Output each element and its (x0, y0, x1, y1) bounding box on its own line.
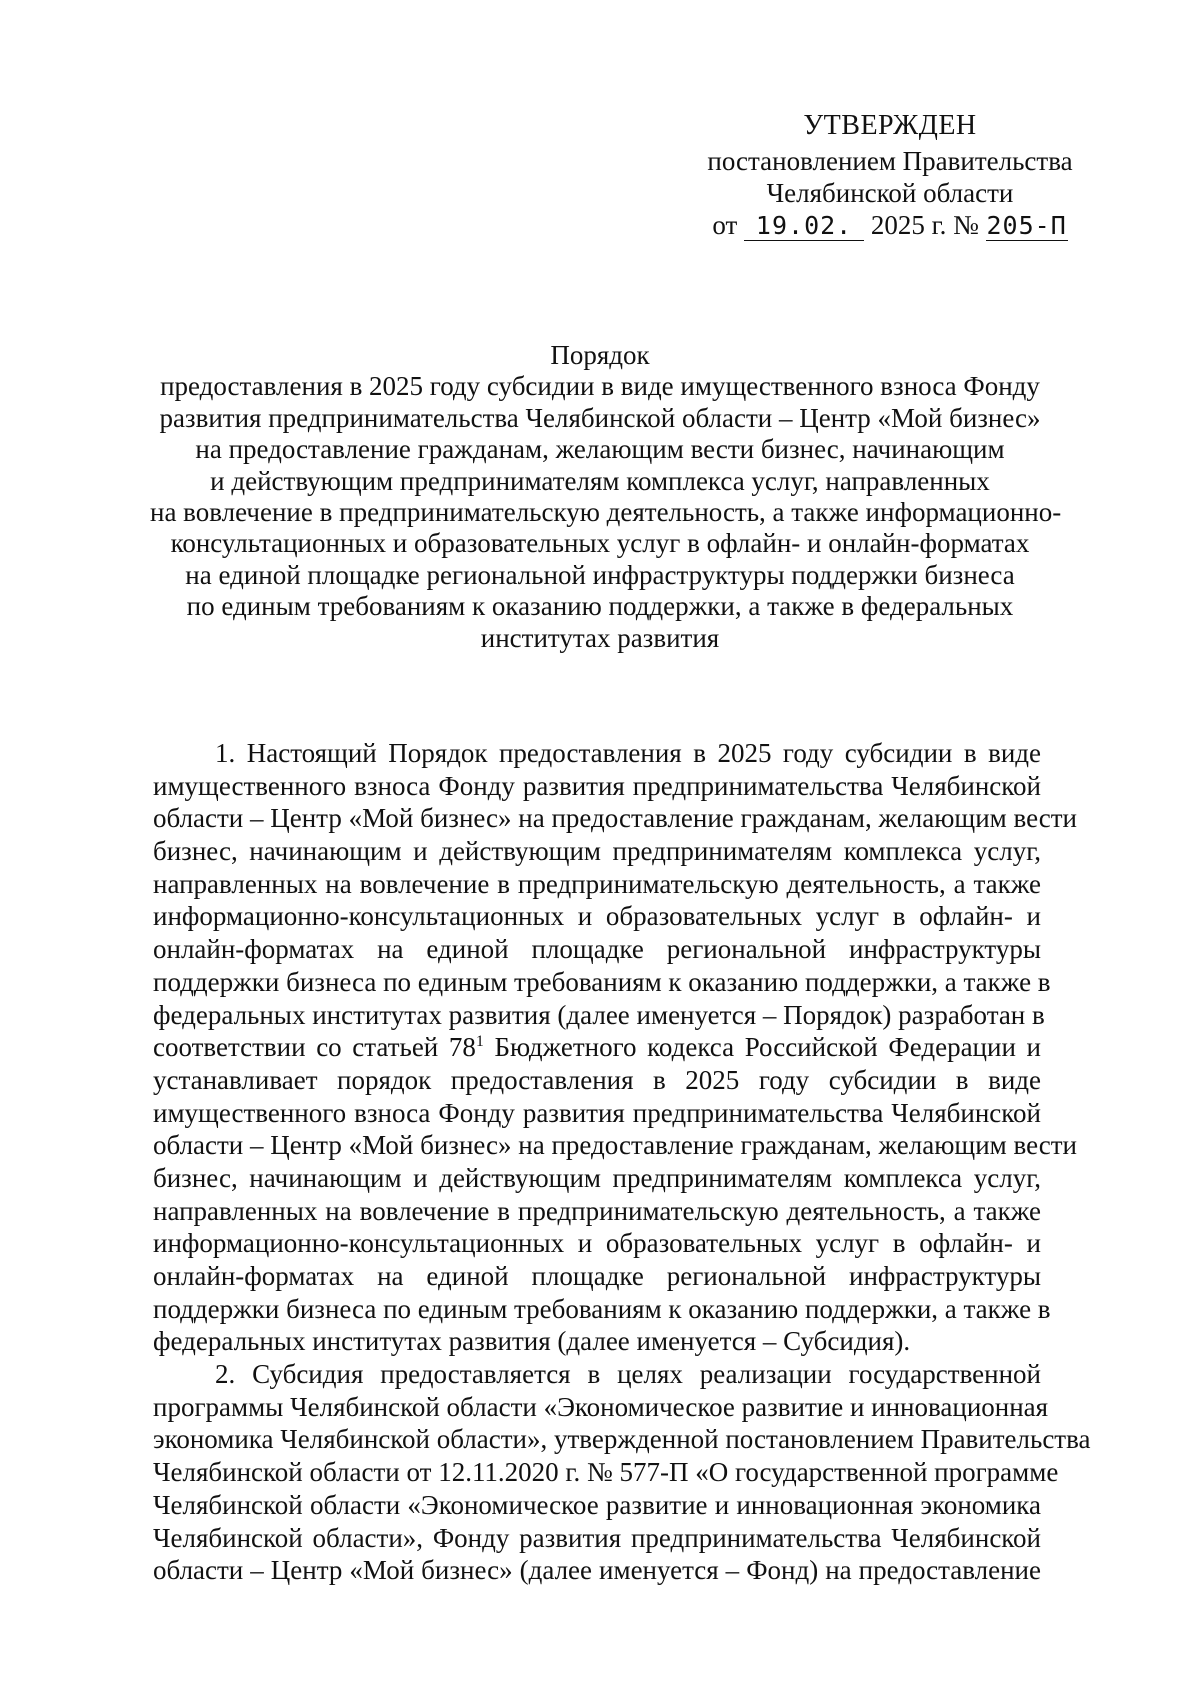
document-title: Порядок (550, 340, 650, 370)
text-line: программы Челябинской области «Экономическое развитие и инновационная (153, 1391, 1049, 1422)
text-line: устанавливает порядок предоставления в 2025 году субсидии в виде (153, 1064, 1041, 1095)
subtitle-line: институтах развития (480, 622, 720, 653)
text-line: поддержки бизнеса по единым требованиям к оказанию поддержки, а также в (153, 1293, 1051, 1324)
text-segment: соответствии со статьей 78 (153, 1032, 476, 1063)
year-text: 2025 г. № (870, 210, 979, 240)
document-title-block (150, 340, 1062, 654)
approval-block (690, 110, 1090, 241)
text-line: онлайн-форматах на единой площадке региональной инфраструктуры (153, 1261, 1041, 1291)
text-line: Челябинской области от 12.11.2020 г. № 577-П «О государственной программе (153, 1457, 1059, 1488)
subtitle-line: и действующим предпринимателям комплекса услуг, направленных (210, 465, 990, 496)
text-line: имущественного взноса Фонду развития предпринимательства Челябинской (153, 1097, 1041, 1128)
text-line: бизнес, начинающим и действующим предпринимателям комплекса услуг, (153, 1162, 1041, 1193)
subtitle-line: на предоставление гражданам, желающим вести бизнес, начинающим (195, 434, 1005, 465)
text-line: экономика Челябинской области», утвержденной постановлением Правительства (153, 1424, 1091, 1455)
text-line: бизнес, начинающим и действующим предпринимателям комплекса услуг, (153, 836, 1041, 867)
text-line: направленных на вовлечение в предпринимательскую деятельность, а также (153, 1195, 1041, 1226)
text-line: Челябинской области», Фонду развития предпринимательства Челябинской (153, 1522, 1041, 1553)
text-line: области – Центр «Мой бизнес» на предоставление гражданам, желающим вести (153, 803, 1077, 834)
text-line: Челябинской области «Экономическое развитие и инновационная экономика (153, 1489, 1041, 1520)
approval-date-field: 19.02. (744, 212, 864, 241)
approval-title: УТВЕРЖДЕН (803, 110, 977, 141)
subtitle-line: по единым требованиям к оказанию поддержки, а также в федеральных (186, 591, 1014, 622)
text-line: области – Центр «Мой бизнес» на предоставление гражданам, желающим вести (153, 1130, 1077, 1161)
text-line: онлайн-форматах на единой площадке региональной инфраструктуры (153, 934, 1041, 965)
text-segment: Бюджетного кодекса Российской Федерации и (483, 1032, 1041, 1063)
text-line: области – Центр «Мой бизнес» (далее именуется – Фонд) на предоставление (153, 1555, 1041, 1586)
approval-line: постановлением Правительства (707, 146, 1073, 176)
subtitle-line: развития предпринимательства Челябинской области – Центр «Мой бизнес» (159, 402, 1041, 433)
paragraph-1 (153, 737, 1077, 1358)
approval-number-field: 205-П (986, 211, 1067, 240)
text-line: 2. Субсидия предоставляется в целях реализации государственной (215, 1359, 1041, 1390)
approval-date-line (690, 209, 1090, 241)
text-line: информационно-консультационных и образовательных услуг в офлайн- и (153, 1228, 1041, 1259)
text-line (153, 1031, 1041, 1064)
document-body (153, 737, 1091, 1587)
subtitle-line: на вовлечение в предпринимательскую деятельность, а также информационно- (150, 497, 1062, 528)
subtitle-line: консультационных и образовательных услуг в офлайн- и онлайн-форматах (170, 528, 1030, 559)
text-line: 1. Настоящий Порядок предоставления в 2025 году субсидии в виде (215, 738, 1041, 768)
subtitle-line: предоставления в 2025 году субсидии в виде имущественного взноса Фонду (160, 371, 1040, 402)
text-line: имущественного взноса Фонду развития предпринимательства Челябинской (153, 770, 1041, 801)
text-line: направленных на вовлечение в предпринимательскую деятельность, а также (153, 868, 1041, 899)
superscript: 1 (475, 1033, 484, 1051)
text-line: информационно-консультационных и образовательных услуг в офлайн- и (153, 901, 1041, 932)
subtitle-line: на единой площадке региональной инфраструктуры поддержки бизнеса (185, 559, 1015, 590)
date-prefix: от (712, 210, 738, 240)
approval-line: Челябинской области (766, 178, 1014, 208)
text-line: федеральных институтах развития (далее именуется – Субсидия). (153, 1326, 911, 1357)
text-line: федеральных институтах развития (далее именуется – Порядок) разработан в (153, 999, 1045, 1030)
text-line: поддержки бизнеса по единым требованиям к оказанию поддержки, а также в (153, 966, 1051, 997)
paragraph-2 (153, 1358, 1091, 1587)
